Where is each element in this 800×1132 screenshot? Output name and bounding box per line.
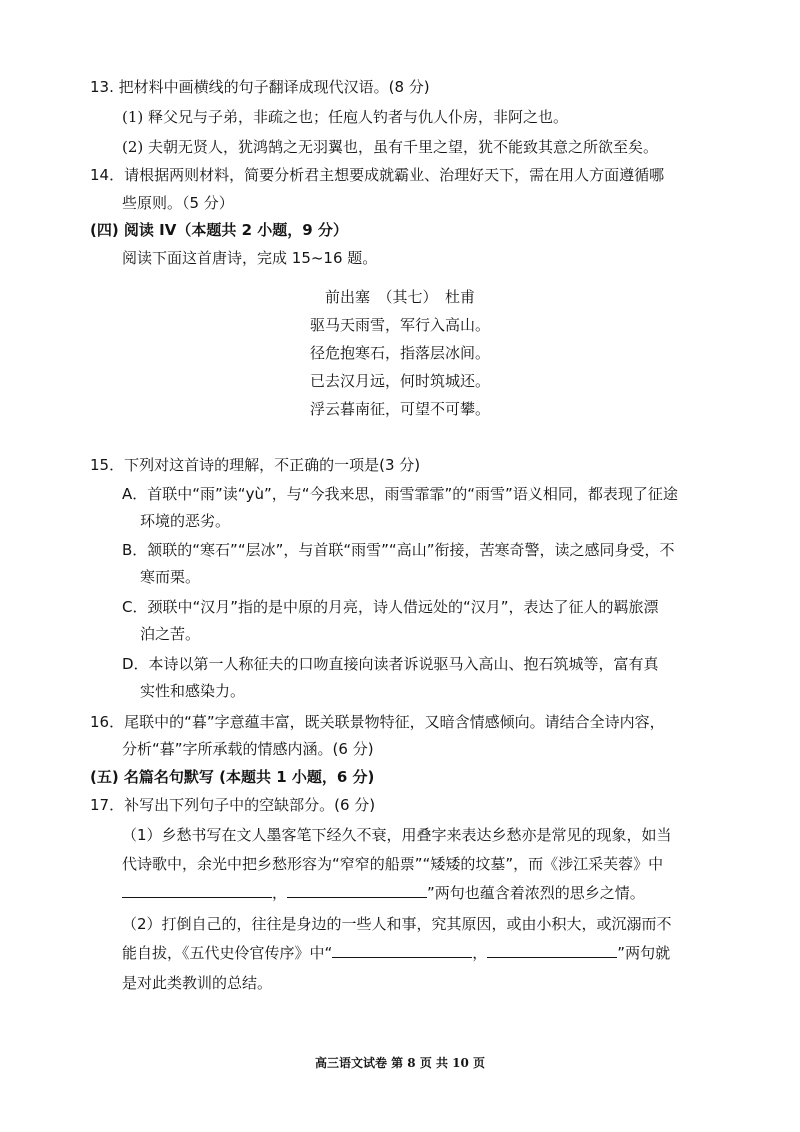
q17-part-1-line-3	[122, 881, 645, 905]
page-footer: 高三语文试卷 第 8 页 共 10 页	[314, 1056, 486, 1070]
q17-part-2-line-1: （2）打倒自己的，往往是身边的一些人和事，究其原因，或由小积大，或沉溺而不	[122, 915, 672, 933]
poem-line-4: 浮云暮南征，可望不可攀。	[309, 400, 490, 418]
section-4-heading: (四) 阅读 IV（本题共 2 小题，9 分）	[90, 221, 348, 239]
answer-blank-3[interactable]	[332, 941, 472, 958]
q13-sentence-2: (2) 夫朝无贤人，犹鸿鹄之无羽翼也，虽有千里之望，犹不能致其意之所欲至矣。	[122, 138, 659, 156]
q13-stem: 13. 把材料中画横线的句子翻译成现代汉语。(8 分)	[90, 78, 430, 96]
poem-line-1: 驱马天雨雪，军行入高山。	[309, 316, 490, 334]
q15-option-b-line-1: B．颔联的“寒石”“层冰”，与首联“雨雪”“高山”衔接，苦寒奇警，读之感同身受，不	[122, 541, 675, 559]
answer-blank-2[interactable]	[287, 881, 427, 898]
q17-part-2-tail: ”两句就	[617, 944, 671, 962]
q17-part-2-line-2	[122, 941, 670, 965]
comma: ，	[272, 884, 288, 902]
q15-option-a-line-1: A．首联中“雨”读“yù”，与“今我来思，雨雪霏霏”的“雨雪”语义相同，都表现了征途	[122, 485, 678, 503]
q15-option-c-line-2: 泊之苦。	[140, 625, 201, 643]
poem-line-2: 径危抱寒石，指落层冰间。	[309, 344, 490, 362]
q17-stem: 17．补写出下列句子中的空缺部分。(6 分)	[90, 796, 376, 814]
q15-option-b-line-2: 寒而栗。	[140, 568, 201, 586]
q15-option-c-line-1: C．颈联中“汉月”指的是中原的月亮，诗人借远处的“汉月”，表达了征人的羁旅漂	[122, 598, 659, 616]
q14-line-2: 些原则。（5 分）	[122, 194, 234, 212]
q17-part-1-line-1: （1）乡愁书写在文人墨客笔下经久不衰，用叠字来表达乡愁亦是常见的现象，如当	[122, 826, 672, 844]
q15-option-d-line-1: D．本诗以第一人称征夫的口吻直接向读者诉说驱马入高山、抱石筑城等，富有真	[122, 655, 659, 673]
q13-sentence-1: (1) 释父兄与子弟，非疏之也；任庖人钓者与仇人仆房，非阿之也。	[122, 108, 569, 126]
poem-title: 前出塞 （其七） 杜甫	[324, 288, 475, 306]
answer-blank-1[interactable]	[122, 881, 272, 898]
q17-part-1-line-2: 代诗歌中，余光中把乡愁形容为“窄窄的船票”“矮矮的坟墓”，而《涉江采芙蓉》中	[122, 855, 664, 873]
q17-part-1-tail: ”两句也蕴含着浓烈的思乡之情。	[427, 884, 645, 902]
q17-part-2-lead: 能自拔，《五代史伶官传序》中“	[122, 944, 333, 962]
q17-part-2-line-3: 是对此类教训的总结。	[122, 974, 273, 992]
q16-line-1: 16．尾联中的“暮”字意蕴丰富，既关联景物特征，又暗含情感倾向。请结合全诗内容，	[90, 713, 665, 731]
answer-blank-4[interactable]	[487, 941, 617, 958]
section-5-heading: (五) 名篇名句默写 (本题共 1 小题，6 分)	[90, 768, 375, 786]
comma: ，	[472, 944, 488, 962]
section-4-intro: 阅读下面这首唐诗，完成 15~16 题。	[122, 249, 378, 267]
q15-option-d-line-2: 实性和感染力。	[140, 682, 246, 700]
poem-line-3: 已去汉月远，何时筑城还。	[309, 372, 490, 390]
q14-line-1: 14．请根据两则材料，简要分析君主想要成就霸业、治理好天下，需在用人方面遵循哪	[90, 166, 665, 184]
q15-option-a-line-2: 环境的恶劣。	[140, 512, 231, 530]
q15-stem: 15．下列对这首诗的理解，不正确的一项是(3 分)	[90, 456, 421, 474]
q16-line-2: 分析“暮”字所承载的情感内涵。(6 分)	[122, 740, 374, 758]
